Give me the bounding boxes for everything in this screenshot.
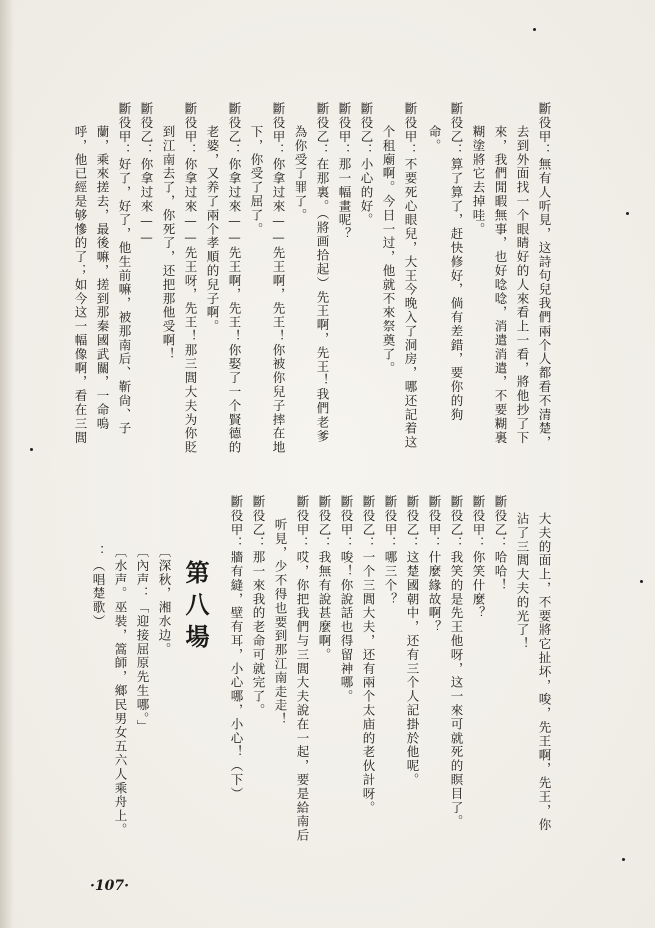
dialogue-line: 為你受了罪了。 bbox=[293, 125, 308, 223]
dialogue-line: 斷役乙：一个三閭大夫，还有兩个太庙的老伙計呀。 bbox=[361, 495, 376, 815]
dialogue-line: 大夫的面上，不要將它扯坏，唆，先王啊，先王，你 bbox=[537, 512, 552, 832]
dialogue-line: 蘭，乘來搓去，最後嘛，搓到那秦國武關，一命嗚 bbox=[95, 125, 110, 431]
dialogue-line: 斷役乙：算了算了，赶快修好，倘有差錯，要你的狗 bbox=[449, 102, 464, 422]
dialogue-line: 斷役乙：小心的好。 bbox=[359, 102, 374, 228]
dialogue-line: 斷役乙：我無有說甚麼啊。 bbox=[317, 495, 332, 662]
print-speck bbox=[626, 212, 629, 215]
stage-direction: 〔深秋，湘水边。 bbox=[157, 545, 172, 657]
stage-direction: ：（唱楚歌） bbox=[91, 545, 106, 629]
page-binding-shadow bbox=[0, 0, 14, 928]
dialogue-line: 來，我們閒暇無事，也好唸唸，消遣消遣，不要糊裏 bbox=[493, 125, 508, 445]
dialogue-line: 斷役甲：什麼緣故啊？ bbox=[427, 495, 442, 634]
dialogue-line: 糊塗將它去掉哇。 bbox=[471, 125, 486, 237]
dialogue-line: 斷役甲：你拿过來——先王呀，先王！那三閭大夫为你貶 bbox=[183, 102, 198, 455]
print-speck bbox=[640, 580, 643, 583]
dialogue-line: 斷役乙：在那裏。（將画拾起）先王啊，先王！我們老爹 bbox=[315, 102, 330, 444]
dialogue-line: 斷役甲：你拿过來——先王啊，先王！你被你兒子摔在地 bbox=[271, 102, 286, 455]
dialogue-line: 斷役乙：那一來我的老命可就完了。 bbox=[251, 495, 266, 718]
dialogue-line: 斷役乙：这楚國朝中，还有三个人記掛於他呢。 bbox=[405, 495, 420, 787]
dialogue-line: 斷役甲：哎，你把我們与三閭大夫說在一起，要是給南后 bbox=[295, 495, 310, 843]
dialogue-line: 斷役甲：無有人听見，这詩句兒我們兩个人都看不清楚， bbox=[537, 102, 552, 450]
print-speck bbox=[622, 858, 625, 861]
dialogue-line: 斷役乙：你拿过來—— bbox=[139, 102, 154, 246]
print-speck bbox=[30, 448, 33, 451]
stage-direction: 〔水声。巫裝，篙師，鄉民男女五六人乘舟上。 bbox=[113, 545, 128, 837]
dialogue-line: 斷役甲：不要死心眼兒，大王今晚入了洞房，哪还記着这 bbox=[403, 102, 418, 450]
dialogue-line: 听見，少不得也要到那江南走走！ bbox=[273, 518, 288, 727]
dialogue-line: 斷役乙：我笑的是先王他呀，这一來可就死的瞑目了。 bbox=[449, 495, 464, 829]
dialogue-line: 命。 bbox=[427, 125, 442, 153]
dialogue-line: 斷役乙：哈哈！ bbox=[493, 495, 508, 593]
dialogue-line: 老婆，又养了兩个孝順的兒子啊。 bbox=[205, 125, 220, 334]
dialogue-line: 斷役甲：那一幅畫呢？ bbox=[337, 102, 352, 241]
dialogue-line: 斷役乙：你拿过來——先王啊，先王！你娶了一个賢德的 bbox=[227, 102, 242, 455]
dialogue-line: 呼，他已經是够慘的了；如今这一幅像啊，看在三閭 bbox=[73, 125, 88, 445]
print-speck bbox=[533, 28, 536, 31]
dialogue-line: 下，你受了屈了。 bbox=[249, 125, 264, 237]
dialogue-line: 去到外面找一个眼睛好的人來看上一看，將他抄了下 bbox=[515, 125, 530, 445]
dialogue-line: 到江南去了，你死了，还把那他受啊！ bbox=[161, 125, 176, 362]
page-number: ·107· bbox=[90, 878, 129, 894]
stage-direction: 〔內声：「迎接屈原先生哪。」 bbox=[135, 545, 150, 734]
dialogue-line: 斷役甲：牆有縫，壁有耳，小心哪，小心！（下） bbox=[229, 495, 244, 801]
scene-title: 第八場 bbox=[181, 560, 209, 656]
dialogue-line: 斷役甲：唆！你說話也得留神哪。 bbox=[339, 495, 354, 704]
dialogue-line: 个租廟啊。今日一过，他就不來祭奠了。 bbox=[381, 125, 396, 376]
dialogue-line: 斷役甲：你笑什麼？ bbox=[471, 495, 486, 621]
dialogue-line: 斷役甲：好了，好了，他生前嘛，被那南后、靳尙、子 bbox=[117, 102, 132, 436]
dialogue-line: 沾了三閭大夫的光了！ bbox=[515, 512, 530, 651]
dialogue-line: 斷役甲：哪三个？ bbox=[383, 495, 398, 607]
